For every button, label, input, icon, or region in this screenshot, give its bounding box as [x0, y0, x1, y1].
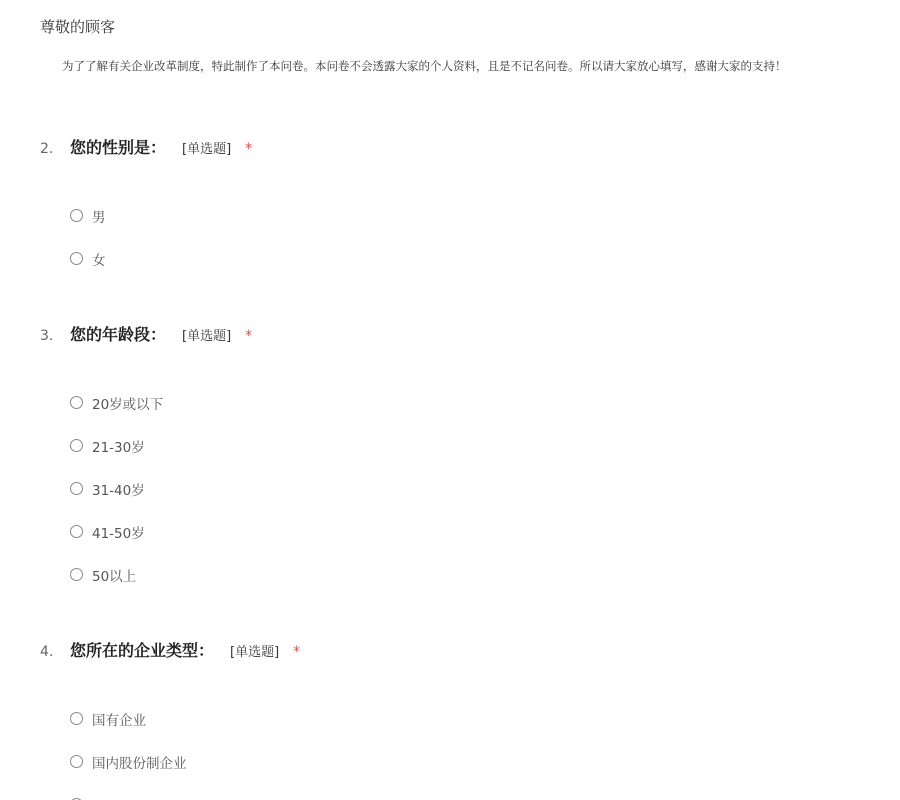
radio-button[interactable]: [70, 755, 83, 768]
radio-button[interactable]: [70, 252, 83, 265]
radio-button[interactable]: [70, 482, 83, 495]
question-title: 您的年龄段：: [70, 325, 167, 344]
option-age-41-50[interactable]: [70, 510, 252, 553]
radio-button[interactable]: [70, 439, 83, 452]
option-label: 41-50岁: [92, 525, 145, 542]
radio-button[interactable]: [70, 525, 83, 538]
required-marker: *: [293, 644, 301, 660]
option-label: 男: [92, 209, 106, 226]
radio-button[interactable]: [70, 209, 83, 222]
question-number: 2.: [40, 141, 54, 157]
option-label: 20岁或以下: [92, 396, 164, 413]
question-title: 您所在的企业类型：: [70, 641, 215, 660]
question-header: [40, 638, 300, 660]
question-type-label: [单选题]: [182, 142, 232, 157]
question-company-type: [40, 638, 300, 789]
required-marker: *: [245, 328, 253, 344]
question-number: 3.: [40, 328, 54, 344]
option-age-50-plus[interactable]: [70, 553, 252, 596]
option-label: 国内股份制企业: [92, 755, 187, 772]
option-female[interactable]: [70, 237, 252, 280]
option-label: 50以上: [92, 568, 137, 585]
option-age-31-40[interactable]: [70, 467, 252, 510]
radio-button[interactable]: [70, 396, 83, 409]
option-age-21-30[interactable]: [70, 424, 252, 467]
option-label: 国有企业: [92, 712, 146, 729]
radio-button[interactable]: [70, 568, 83, 581]
question-number: 4.: [40, 644, 54, 660]
required-marker: *: [245, 141, 253, 157]
question-title: 您的性别是：: [70, 138, 167, 157]
options-list: [70, 381, 252, 596]
question-header: [40, 322, 252, 344]
option-state-owned[interactable]: [70, 697, 300, 740]
options-list: [70, 697, 300, 800]
greeting-heading: 尊敬的顾客: [40, 18, 116, 36]
survey-intro: 为了了解有关企业改革制度，特此制作了本问卷。本问卷不会透露大家的个人资料，且是不记名问卷。所以请大家放心填写，感谢大家的支持！: [62, 59, 787, 73]
question-type-label: [单选题]: [182, 329, 232, 344]
question-gender: [40, 135, 253, 269]
option-label: 女: [92, 252, 106, 269]
option-partial[interactable]: [70, 783, 300, 800]
option-label: 21-30岁: [92, 439, 145, 456]
option-label: 31-40岁: [92, 482, 145, 499]
options-list: [70, 194, 252, 280]
radio-button[interactable]: [70, 712, 83, 725]
option-age-20-under[interactable]: [70, 381, 252, 424]
question-type-label: [单选题]: [230, 645, 280, 660]
question-header: [40, 135, 252, 157]
option-male[interactable]: [70, 194, 252, 237]
option-joint-stock[interactable]: [70, 740, 300, 783]
question-age: [40, 322, 253, 585]
